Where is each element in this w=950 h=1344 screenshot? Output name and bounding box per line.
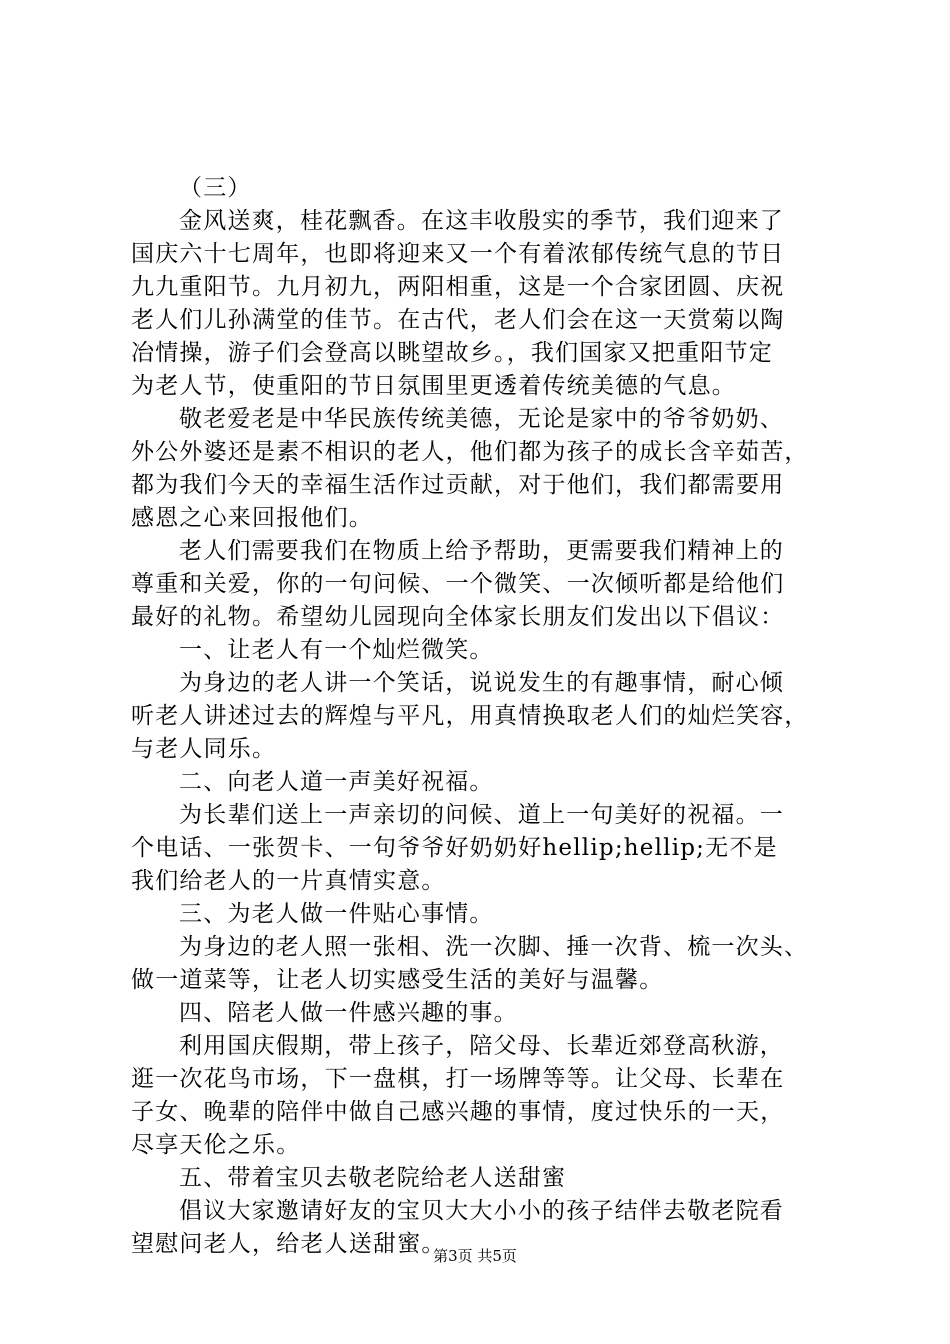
text-line: 做一道菜等，让老人切实感受生活的美好与温馨。 xyxy=(131,967,664,993)
text-line: 为长辈们送上一声亲切的问候、道上一句美好的祝福。一 xyxy=(179,802,784,828)
text-line: 尽享天伦之乐。 xyxy=(131,1132,301,1158)
text-line: 最好的礼物。希望幼儿园现向全体家长朋友们发出以下倡议： xyxy=(131,604,785,630)
text-line: 望慰问老人，给老人送甜蜜。 xyxy=(131,1231,446,1257)
text-line: 子女、晚辈的陪伴中做自己感兴趣的事情，度过快乐的一天， xyxy=(131,1099,785,1125)
text-line: 老人们儿孙满堂的佳节。在古代，老人们会在这一天赏菊以陶 xyxy=(131,307,785,333)
text-line: 九九重阳节。九月初九，两阳相重，这是一个合家团圆、庆祝 xyxy=(131,274,785,300)
text-line: 为身边的老人照一张相、洗一次脚、捶一次背、梳一次头、 xyxy=(179,934,809,960)
text-line: （三） xyxy=(179,175,252,201)
page-footer: 第3页 共5页 xyxy=(433,1247,517,1265)
text-line: 我们给老人的一片真情实意。 xyxy=(131,868,446,894)
document-body xyxy=(131,172,831,1261)
text-line: 个电话、一张贺卡、一句爷爷好奶奶好hellip;hellip;无不是 xyxy=(131,835,778,861)
text-line: 金风送爽，桂花飘香。在这丰收殷实的季节，我们迎来了 xyxy=(179,208,784,234)
text-line: 四、陪老人做一件感兴趣的事。 xyxy=(179,1000,518,1026)
text-line: 利用国庆假期，带上孩子，陪父母、长辈近郊登高秋游， xyxy=(179,1033,784,1059)
text-line: 听老人讲述过去的辉煌与平凡，用真情换取老人们的灿烂笑容， xyxy=(131,703,809,729)
text-line: 老人们需要我们在物质上给予帮助，更需要我们精神上的 xyxy=(179,538,784,564)
text-line: 冶情操，游子们会登高以眺望故乡。，我们国家又把重阳节定 xyxy=(131,340,773,366)
text-line: 倡议大家邀请好友的宝贝大大小小的孩子结伴去敬老院看 xyxy=(179,1198,784,1224)
text-line: 五、带着宝贝去敬老院给老人送甜蜜 xyxy=(179,1165,567,1191)
text-line: 感恩之心来回报他们。 xyxy=(131,505,373,531)
text-line: 二、向老人道一声美好祝福。 xyxy=(179,769,494,795)
text-line: 三、为老人做一件贴心事情。 xyxy=(179,901,494,927)
text-line: 为老人节，使重阳的节日氛围里更透着传统美德的气息。 xyxy=(131,373,736,399)
text-line: 逛一次花鸟市场，下一盘棋，打一场牌等等。让父母、长辈在 xyxy=(131,1066,785,1092)
text-line: 一、让老人有一个灿烂微笑。 xyxy=(179,637,494,663)
text-line: 尊重和关爱，你的一句问候、一个微笑、一次倾听都是给他们 xyxy=(131,571,785,597)
text-line: 与老人同乐。 xyxy=(131,736,277,762)
text-line: 外公外婆还是素不相识的老人，他们都为孩子的成长含辛茹苦， xyxy=(131,439,809,465)
text-line: 国庆六十七周年，也即将迎来又一个有着浓郁传统气息的节日 xyxy=(131,241,785,267)
text-line: 都为我们今天的幸福生活作过贡献，对于他们，我们都需要用 xyxy=(131,472,785,498)
text-line: 敬老爱老是中华民族传统美德，无论是家中的爷爷奶奶、 xyxy=(179,406,784,432)
text-line: 为身边的老人讲一个笑话，说说发生的有趣事情，耐心倾 xyxy=(179,670,784,696)
